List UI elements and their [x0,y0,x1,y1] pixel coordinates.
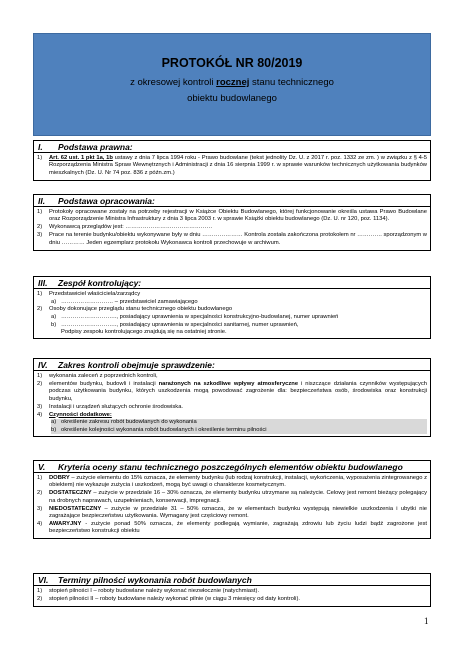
section-title: Zakres kontroli obejmuje sprawdzenie: [58,360,215,370]
rating-description: – zużycie w przedziale 31 – 50% oznacza, że w elementach budynku występują niewielkie uszkodzenia i ubytki nie zagrażające bezpieczeństwu użytkowania. Wymagany jest częściowy remont. [49,505,427,520]
subtitle-post: stanu technicznego [249,77,334,88]
item-number: 1) [37,209,43,215]
section-title: Zespół kontrolujący: [58,278,142,288]
item-letter: b) [51,321,57,328]
section-title: Podstawa prawna: [58,142,133,152]
section-title: Terminy pilności wykonania robót budowlanych [58,575,252,585]
section-title: Kryteria oceny stanu technicznego poszczególnych elementów obiektu budowlanego [58,462,403,472]
protocol-subtitle [34,77,430,88]
item-number: 3) [37,403,43,410]
section-inspection-team [33,276,431,339]
protocol-subtitle-line2: obiektu budowlanego [187,93,277,104]
page-number: 1 [424,616,429,626]
rating-label: DOSTATECZNY [49,490,92,497]
list-item [37,291,427,298]
list-item [37,490,427,505]
sub-item [51,419,427,426]
item-text-bold: narażonych na szkodliwe wpływy atmosferyczne [158,380,299,387]
section-heading [33,573,431,586]
section-number: VI. [38,575,49,585]
list-item [37,381,427,403]
section-heading [33,460,431,473]
item-number: 1) [37,155,43,161]
list-item [37,209,427,224]
item-number: 2) [37,595,43,602]
list-item [37,306,427,313]
item-letter: a) [51,314,57,321]
item-text-pre: elementów budynku, budowli i instalacji [49,380,159,387]
sub-item [51,427,427,434]
item-number: 1) [37,588,43,594]
section-title: Podstawa opracowania: [58,196,155,206]
section-number: I. [38,142,43,152]
list-item [37,588,427,595]
section-number: IV. [38,360,48,370]
item-text: stopień pilności I – roboty budowlane należy wykonać niezwłocznie (natychmiast). [49,588,260,594]
rating-description: - zużycie ponad 50% oznacza, że elementy podlegają wymianie, zagrażają zdrowiu lub życiu ludzi bądź zagrożone jest bezpieczeństwo konstrukcji obiektu [49,520,427,535]
item-text: Protokoły opracowane zostały na potrzeby rejestracji w Książce Obiektu Budowlanego, której funkcjonowanie określa ustawa Prawo Budowlane oraz Rozporządzenie Ministra Infrastruktury z dnia 3 lipca 2003 r. w sprawie Książki obiektu budowlanego (Dz. U. nr 120, poz. 1134). [49,209,427,223]
item-number: 1) [37,291,43,297]
list-item [37,521,427,536]
sub-item [51,314,427,321]
sub-item [51,322,427,329]
item-text-body: ustawy z dnia 7 lipca 1994 roku - Prawo budowlane (tekst jednolity Dz. U. z 2017 r. poz. 1332 ze zm. ) w związku z § 4-5 Rozporządzenia Ministra Spraw Wewnętrznych i Administracji z dnia 16 sierpnia 1999 r. w sprawie warunków technicznych użytkowania budynków mieszkalnych (Dz. U. Nr 74 poz. 836 z późn.zm.) [49,155,427,176]
item-letter: a) [51,419,57,426]
item-number: 4) [37,411,43,418]
section-scope-of-inspection [33,358,431,437]
section-body [33,289,431,339]
item-text: Prace na terenie budynku/obiektu wykonywane były w dniu ………………… Kontrola została zakończona protokołem nr …………. sporządzonym w dniu ………… Jeden egzemplarz protokołu Wykonawca kontroli przechowuje w archiwum. [49,232,427,246]
section-assessment-criteria [33,460,431,539]
item-text [49,475,427,490]
section-basis-of-preparation [33,194,431,251]
section-body [33,153,431,181]
item-text [49,521,427,536]
list-item [37,224,427,231]
rating-label: NIEDOSTATECZNY [49,505,102,512]
subtitle-pre: z okresowej kontroli [130,77,217,88]
protocol-header [33,33,431,136]
section-number: V. [38,462,46,472]
list-item [37,596,427,603]
rating-description: – zużycie w przedziale 16 – 30% oznacza, że elementy budynku utrzymane są należycie. Celowy jest remont bieżący polegający na drobnych naprawach, uzupełnieniach, konserwacji, impregnacji. [49,490,427,504]
subtitle-bold: rocznej [216,77,250,88]
list-item [37,412,427,419]
item-text: Osoby dokonujące przeglądu stanu technicznego obiektu budowlanego [49,306,233,313]
section-urgency-terms [33,573,431,607]
item-text: ……………………….., posiadający uprawnienia w specjalności sanitarnej, numer uprawnień, [61,321,299,328]
section-number: III. [38,278,48,288]
item-text-post: i niszczące działania czynników występujących podczas użytkowania budynku, których uszkodzenia mogą powodować zagrożenie dla: bezpieczeństwa osób, środowiska oraz konstrukcji budynku, [49,380,427,402]
list-item [37,404,427,411]
item-text: Przedstawiciel właściciela/zarządcy [49,291,141,297]
section-body [33,586,431,607]
section-body [33,473,431,539]
item-number: 1) [37,373,43,379]
rating-label: AWARYJNY [49,520,82,527]
item-text: stopień pilności II – roboty budowlane należy wykonać pilnie (w ciągu 3 miesięcy od daty kontroli). [49,595,301,602]
section-heading [33,140,431,153]
item-number: 2) [37,306,43,313]
section-body [33,207,431,251]
item-letter: a) [51,298,57,305]
item-text [49,381,427,403]
item-text: ……………………… – przedstawiciel zamawiającego [61,298,198,305]
item-text: Wykonawcą przeglądów jest: ……………………………………… [49,224,213,231]
list-item [37,232,427,247]
item-number: 2) [37,380,43,387]
section-heading [33,194,431,207]
item-number: 3) [37,232,43,239]
list-item [37,506,427,521]
section-body [33,371,431,437]
item-number: 3) [37,505,43,512]
item-letter: b) [51,426,57,433]
item-text: Czynności dodatkowe: [49,411,112,418]
item-text: określenie zakresu robót budowlanych do wykonania [61,419,197,426]
list-item [37,475,427,490]
item-text: ……………………….., posiadający uprawnienia w specjalności konstrukcyjno-budowlanej, numer uprawnień [61,314,339,321]
law-article-link[interactable]: Art. 62 ust. 1 pkt 1a, 1b [49,155,113,161]
item-number: 2) [37,490,43,497]
item-number: 2) [37,224,43,231]
list-item [37,155,427,177]
item-text [49,490,427,505]
section-number: II. [38,196,46,206]
section-legal-basis [33,140,431,181]
item-number: 1) [37,475,43,481]
rating-description: – zużycie elementu do 15% oznacza, że elementy budynku (lub rodzaj konstrukcji, instalacji, wykończenia, wyposażenia zintegrowanego z obiektem) nie wykazuje zużycia i uszkodzeń, mogą być uwagi o charakterze kosmetycznym. [49,475,427,489]
section-heading [33,358,431,371]
signatures-note: Podpisy zespołu kontrolującego znajdują się na ostatniej stronie. [61,329,227,336]
item-text: określenie kolejności wykonania robót budowlanych i określenie terminu pilności [61,426,267,433]
rating-label: DOBRY [49,475,70,481]
protocol-title: PROTOKÓŁ NR 80/2019 [161,56,303,70]
item-text [49,155,427,177]
item-text [49,506,427,521]
item-text: Instalacji i urządzeń służących ochronie środowiska. [49,403,184,410]
section-heading [33,276,431,289]
item-number: 4) [37,520,43,527]
item-text: wykonania zaleceń z poprzednich kontroli, [49,373,158,379]
sub-item [51,299,427,306]
list-item [37,373,427,380]
